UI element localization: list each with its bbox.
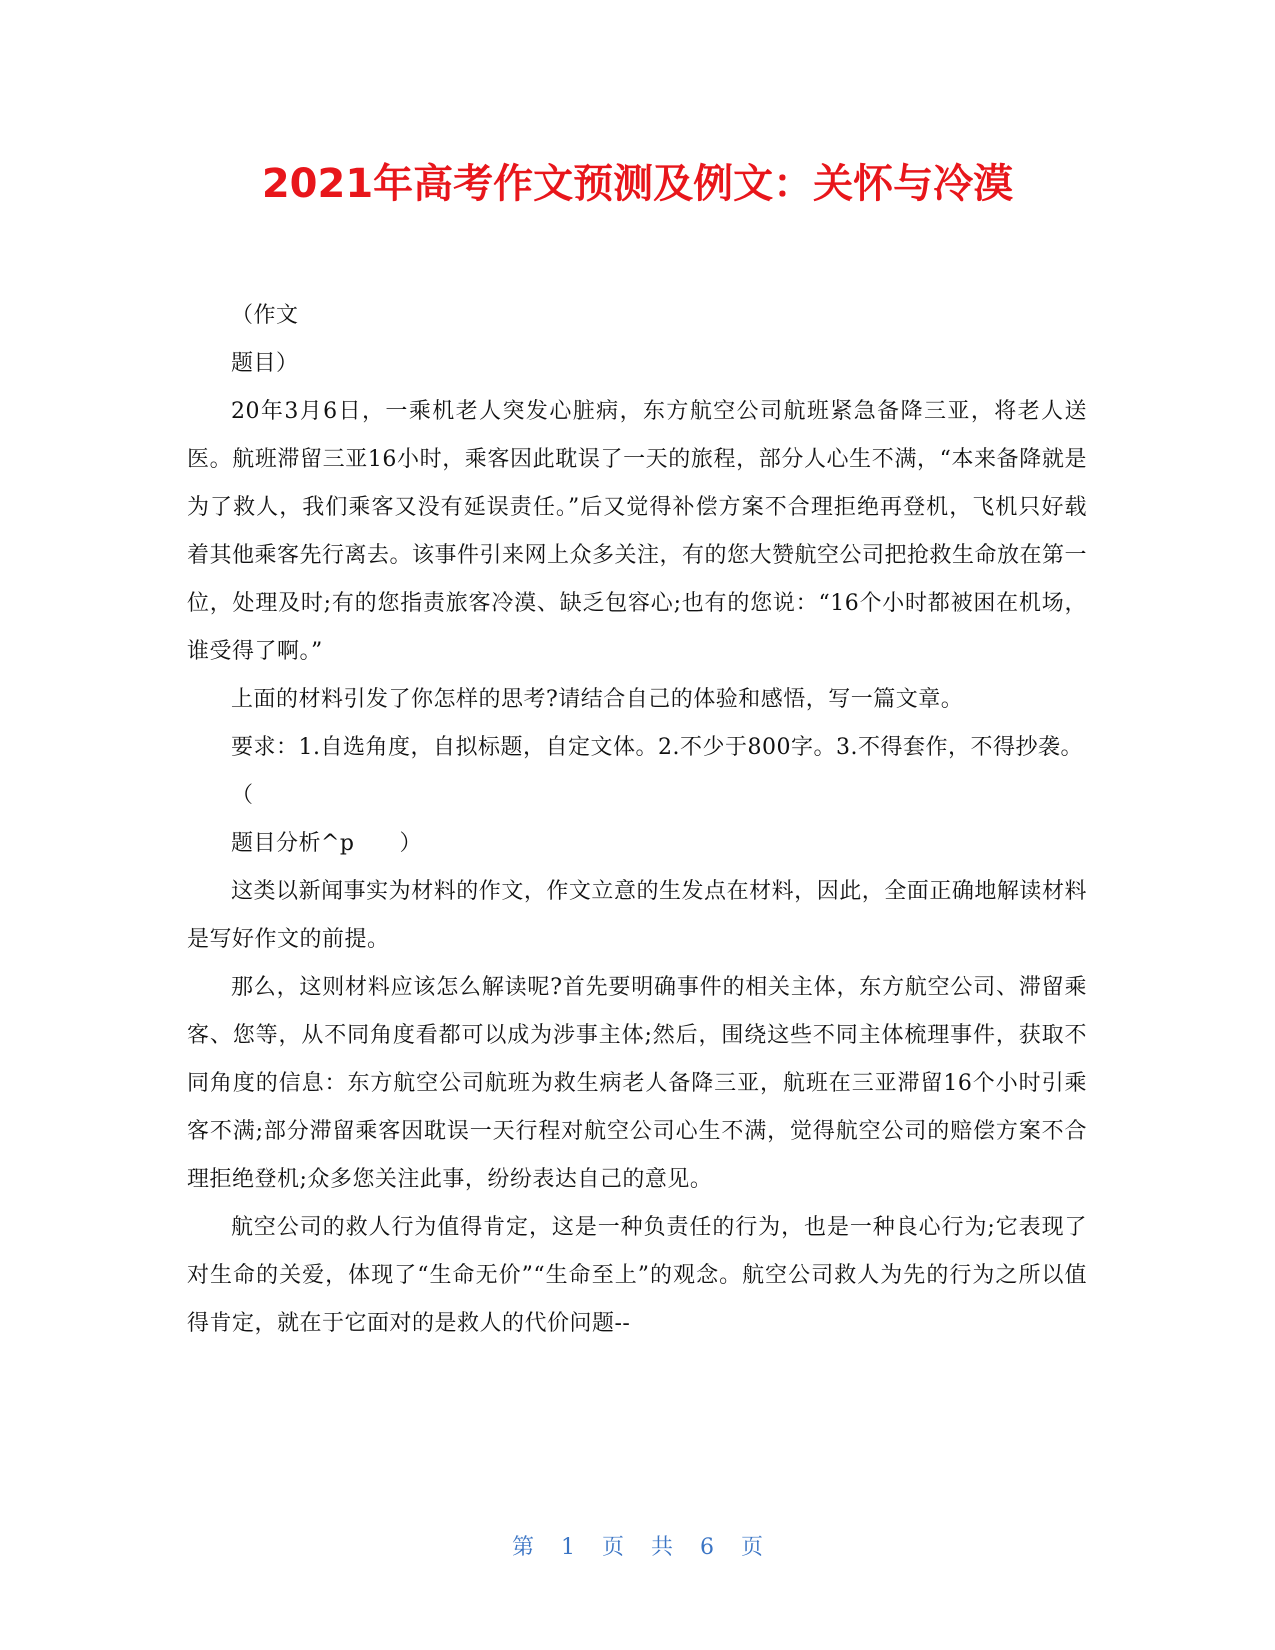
footer-page-suffix: 页: [741, 1535, 764, 1560]
paragraph: 要求：1.自选角度，自拟标题，自定文体。2.不少于800字。3.不得套作，不得抄袭。: [231, 735, 1083, 760]
paragraph: （作文: [231, 303, 299, 328]
footer-page-prefix: 第: [511, 1535, 534, 1560]
paragraph: 那么，这则材料应该怎么解读呢?首先要明确事件的相关主体，东方航空公司、滞留乘客、您等，从不同角度看都可以成为涉事主体;然后，围绕这些不同主体梳理事件，获取不同角度的信息：东方航空公司航班为救生病老人备降三亚，航班在三亚滞留16个小时引乘客不满;部分滞留乘客因耽误一天行程对航空公司心生不满，觉得航空公司的赔偿方案不合理拒绝登机;众多您关注此事，纷纷表达自己的意见。: [187, 975, 1087, 1192]
paragraph: 题目分析^p ）: [231, 831, 423, 856]
paragraph: 上面的材料引发了你怎样的思考?请结合自己的体验和感悟，写一篇文章。: [231, 687, 964, 712]
document-title: 2021年高考作文预测及例文：关怀与冷漠: [261, 161, 1014, 207]
paragraph: 这类以新闻事实为材料的作文，作文立意的生发点在材料，因此，全面正确地解读材料是写好作文的前提。: [187, 879, 1087, 952]
footer-current-page: 1: [560, 1535, 575, 1560]
footer-page-mid: 页: [601, 1535, 624, 1560]
footer-total-pages: 6: [700, 1535, 715, 1560]
paragraph: 题目）: [231, 351, 299, 376]
document-body: [187, 292, 1087, 1348]
paragraph: 20年3月6日，一乘机老人突发心脏病，东方航空公司航班紧急备降三亚，将老人送医。航班滞留三亚16小时，乘客因此耽误了一天的旅程，部分人心生不满，“本来备降就是为了救人，我们乘客又没有延误责任。”后又觉得补偿方案不合理拒绝再登机，飞机只好载着其他乘客先行离去。该事件引来网上众多关注，有的您大赞航空公司把抢救生命放在第一位，处理及时;有的您指责旅客冷漠、缺乏包容心;也有的您说：“16个小时都被困在机场，谁受得了啊。”: [187, 399, 1088, 664]
paragraph: （: [231, 783, 254, 808]
paragraph: 航空公司的救人行为值得肯定，这是一种负责任的行为，也是一种良心行为;它表现了对生命的关爱，体现了“生命无价”“生命至上”的观念。航空公司救人为先的行为之所以值得肯定，就在于它面对的是救人的代价问题--: [187, 1215, 1087, 1336]
page-footer: [0, 1530, 1275, 1561]
footer-total-label: 共: [651, 1535, 674, 1560]
